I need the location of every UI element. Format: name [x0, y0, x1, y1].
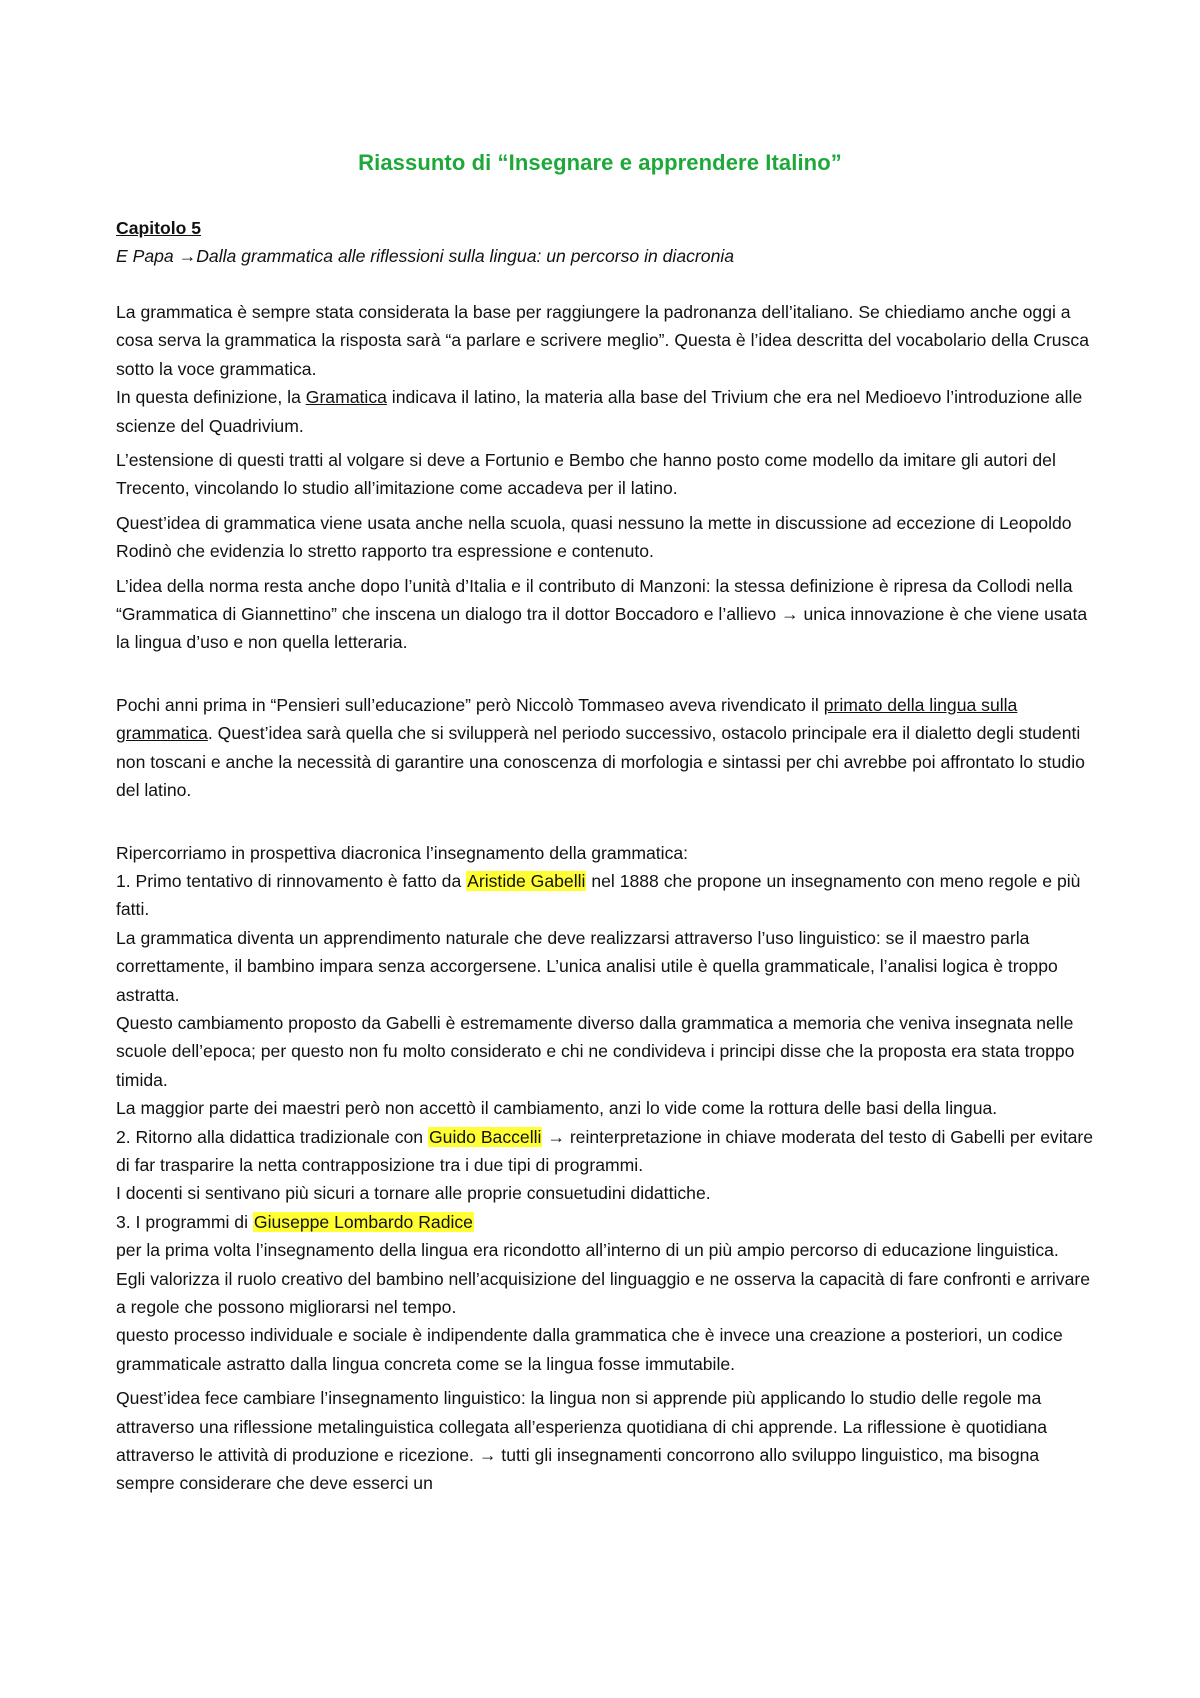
text-span: reinterpretazione in chiave moderata del testo di Gabelli per evitare di far trasparire la netta contrapposizione tra i due tipi di programmi. [116, 1126, 1094, 1175]
subtitle-author: E Papa [116, 246, 174, 266]
text-span: nel 1888 che propone un insegnamento con meno regole e più fatti. [116, 870, 1081, 920]
paragraph-1: La grammatica è sempre stata considerata la base per raggiungere la padronanza dell’italiano. Se chiediamo anche oggi a cosa serva la grammatica la risposta sarà “a parlare e scrivere meglio”. Questa è l’idea descritta del vocabolario della Crusca sotto la voce grammatica. [116, 302, 1089, 379]
arrow-icon: → [542, 1126, 565, 1147]
paragraph-14 [116, 1208, 1096, 1236]
text-span: unica innovazione è che viene usata la lingua d’uso e non quella letteraria. [116, 604, 1088, 653]
paragraph-9: La grammatica diventa un apprendimento naturale che deve realizzarsi attraverso l’uso linguistico: se il maestro parla correttamente, il bambino impara senza accorgersene. L’unica analisi utile è quella grammaticale, l’analisi logica è troppo astratta. [116, 927, 1058, 1005]
paragraph-7: Ripercorriamo in prospettiva diacronica l’insegnamento della grammatica: [116, 842, 689, 863]
text-span: 3. I programmi di [116, 1211, 253, 1232]
paragraph-3: L’estensione di questi tratti al volgare si deve a Fortunio e Bembo che hanno posto come modello da imitare gli autori del Trecento, vincolando lo studio all’imitazione come accadeva per il latino. [116, 450, 1056, 499]
text-span: tutti gli insegnamenti concorrono allo sviluppo linguistico, ma bisogna sempre considerare che deve esserci un [116, 1445, 1040, 1494]
paragraph-11: La maggior parte dei maestri però non accettò il cambiamento, anzi lo vide come la rottura delle basi della lingua. [116, 1098, 998, 1119]
paragraph-8 [116, 867, 1096, 924]
highlighted-name: Giuseppe Lombardo Radice [253, 1211, 473, 1232]
chapter-subtitle [116, 242, 1096, 270]
paragraph-6 [116, 691, 1096, 805]
arrow-icon: → [781, 604, 799, 625]
text-span: 1. Primo tentativo di rinnovamento è fatto da [116, 870, 467, 891]
paragraph-2 [116, 383, 1096, 440]
text-span: L’idea della norma resta anche dopo l’unità d’Italia e il contributo di Manzoni: la stessa definizione è ripresa da Collodi nella “Grammatica di Giannettino” che inscena un dialogo tra il dottor Boccadoro e l’allievo [116, 575, 1073, 625]
text-span: Quest’idea fece cambiare l’insegnamento linguistico: la lingua non si apprende più applicando lo studio delle regole ma attraverso una riflessione metalinguistica collegata all’esperienza quotidiana di chi apprende. La riflessione è quotidiana attraverso le attività di produzione e ricezione. [116, 1388, 1048, 1466]
arrow-icon: → [478, 1445, 497, 1466]
paragraph-4: Quest’idea di grammatica viene usata anche nella scuola, quasi nessuno la mette in discussione ad eccezione di Leopoldo Rodinò che evidenzia lo stretto rapporto tra espressione e contenuto. [116, 512, 1072, 562]
underlined-term: Gramatica [305, 387, 387, 408]
paragraph-16: Egli valorizza il ruolo creativo del bambino nell’acquisizione del linguaggio e ne osserva la capacità di fare confronti e arrivare a regole che possono migliorarsi nel tempo. [116, 1268, 1091, 1317]
highlighted-name: Aristide Gabelli [467, 870, 586, 891]
text-span: In questa definizione, la [116, 387, 306, 408]
paragraph-18 [116, 1384, 1096, 1498]
arrow-icon: → [178, 246, 197, 266]
paragraph-10: Questo cambiamento proposto da Gabelli è estremamente diverso dalla grammatica a memoria che veniva insegnata nelle scuole dell’epoca; per questo non fu molto considerato e chi ne condivideva i principi disse che la proposta era stata troppo timida. [116, 1012, 1075, 1090]
subtitle-text: Dalla grammatica alle riflessioni sulla lingua: un percorso in diacronia [196, 246, 735, 266]
paragraph-13: I docenti si sentivano più sicuri a tornare alle proprie consuetudini didattiche. [116, 1183, 711, 1204]
underlined-term: primato della lingua sulla grammatica [116, 694, 1018, 744]
chapter-heading: Capitolo 5 [116, 218, 202, 238]
highlighted-name: Guido Baccelli [428, 1126, 542, 1147]
paragraph-5 [116, 572, 1096, 657]
document-body [116, 214, 1096, 1498]
paragraph-17: questo processo individuale e sociale è indipendente dalla grammatica che è invece una creazione a posteriori, un codice grammaticale astratto dalla lingua concreta come se la lingua fosse immutabile. [116, 1325, 1063, 1374]
text-span: indicava il latino, la materia alla base del Trivium che era nel Medioevo l’introduzione alle scienze del Quadrivium. [116, 387, 1083, 436]
text-span: 2. Ritorno alla didattica tradizionale con [116, 1126, 428, 1147]
text-span: Pochi anni prima in “Pensieri sull’educazione” però Niccolò Tommaseo aveva rivendicato il [116, 694, 824, 715]
document-title: Riassunto di “Insegnare e apprendere Italino” [358, 150, 842, 175]
text-span: . Quest’idea sarà quella che si svilupperà nel periodo successivo, ostacolo principale era il dialetto degli studenti non toscani e anche la necessità di garantire una conoscenza di morfologia e sintassi per chi avrebbe poi affrontato lo studio del latino. [116, 723, 1085, 801]
paragraph-15: per la prima volta l’insegnamento della lingua era ricondotto all’interno di un più ampio percorso di educazione linguistica. [116, 1240, 1059, 1261]
paragraph-12 [116, 1123, 1096, 1180]
